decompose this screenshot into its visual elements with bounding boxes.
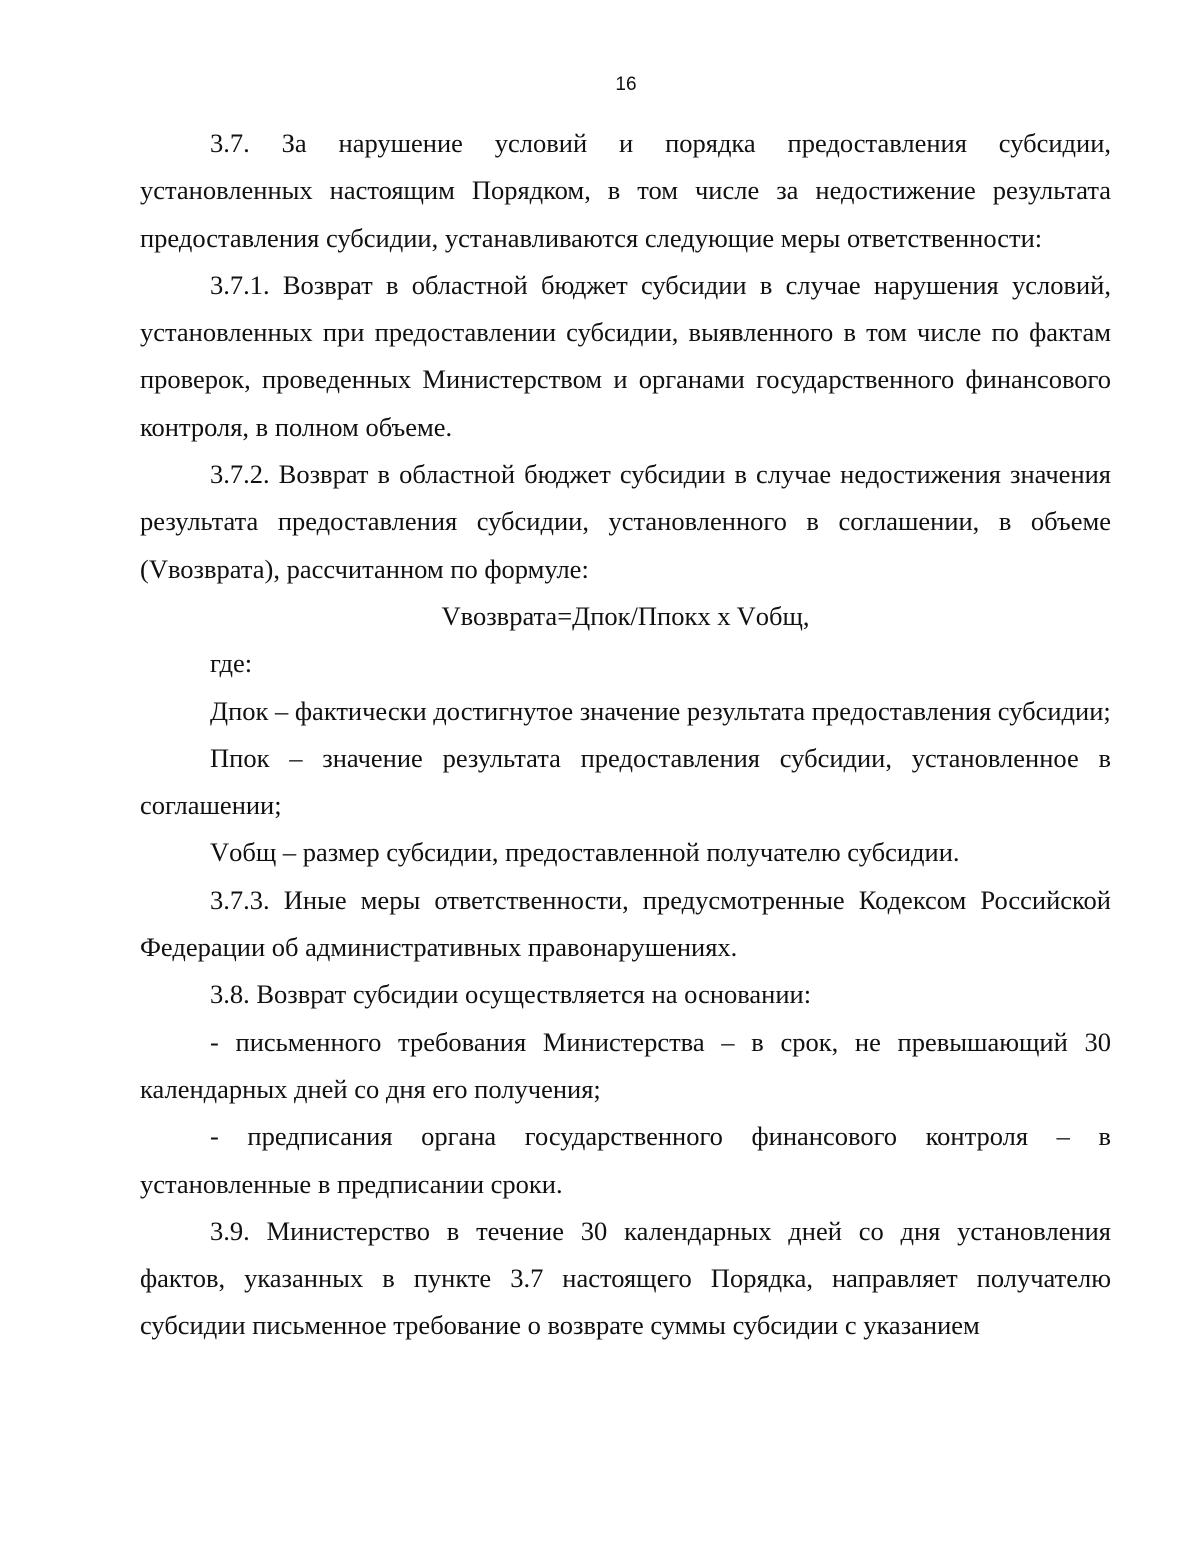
paragraph-3-7-1: 3.7.1. Возврат в областной бюджет субсидии в случае нарушения условий, установленных при предоставлении субсидии, выявленного в том числе по фактам проверок, проведенных Министерством и органами государственного финансового контроля, в полном объеме. — [140, 269, 1111, 442]
paragraph-3-8: 3.8. Возврат субсидии осуществляется на основании: — [210, 979, 812, 1010]
paragraph-3-7-3: 3.7.3. Иные меры ответственности, предусмотренные Кодексом Российской Федерации об административных правонарушениях. — [140, 884, 1111, 963]
list-item-written-demand: - письменного требования Министерства – в срок, не превышающий 30 календарных дней со дня его получения; — [140, 1026, 1111, 1104]
definition-ppok: Ппок – значение результата предоставления субсидии, установленное в соглашении; — [140, 742, 1111, 821]
formula: Vвозврата=Дпок/Ппокх x Vобщ, — [441, 600, 810, 631]
definition-dpok: Дпок – фактически достигнутое значение результата предоставления субсидии; — [210, 695, 1111, 726]
list-item-prescription: - предписания органа государственного финансового контроля – в установленные в предписании сроки. — [140, 1121, 1111, 1199]
paragraph-3-7: 3.7. За нарушение условий и порядка предоставления субсидии, установленных настоящим Порядком, в том числе за недостижение результата предоставления субсидии, устанавливаются следующие меры ответственности: — [140, 128, 1111, 253]
definition-vobsch: Vобщ – размер субсидии, предоставленной получателю субсидии. — [210, 837, 960, 868]
document-body — [140, 120, 1111, 1350]
paragraph-where: где: — [210, 648, 253, 679]
paragraph-3-7-2: 3.7.2. Возврат в областной бюджет субсидии в случае недостижения значения результата предоставления субсидии, установленного в соглашении, в объеме (Vвозврата), рассчитанном по формуле: — [140, 459, 1111, 584]
paragraph-3-9: 3.9. Министерство в течение 30 календарных дней со дня установления фактов, указанных в пункте 3.7 настоящего Порядка, направляет получателю субсидии письменное требование о возврате суммы субсидии с указанием — [140, 1215, 1111, 1341]
page-number: 16 — [615, 74, 637, 95]
